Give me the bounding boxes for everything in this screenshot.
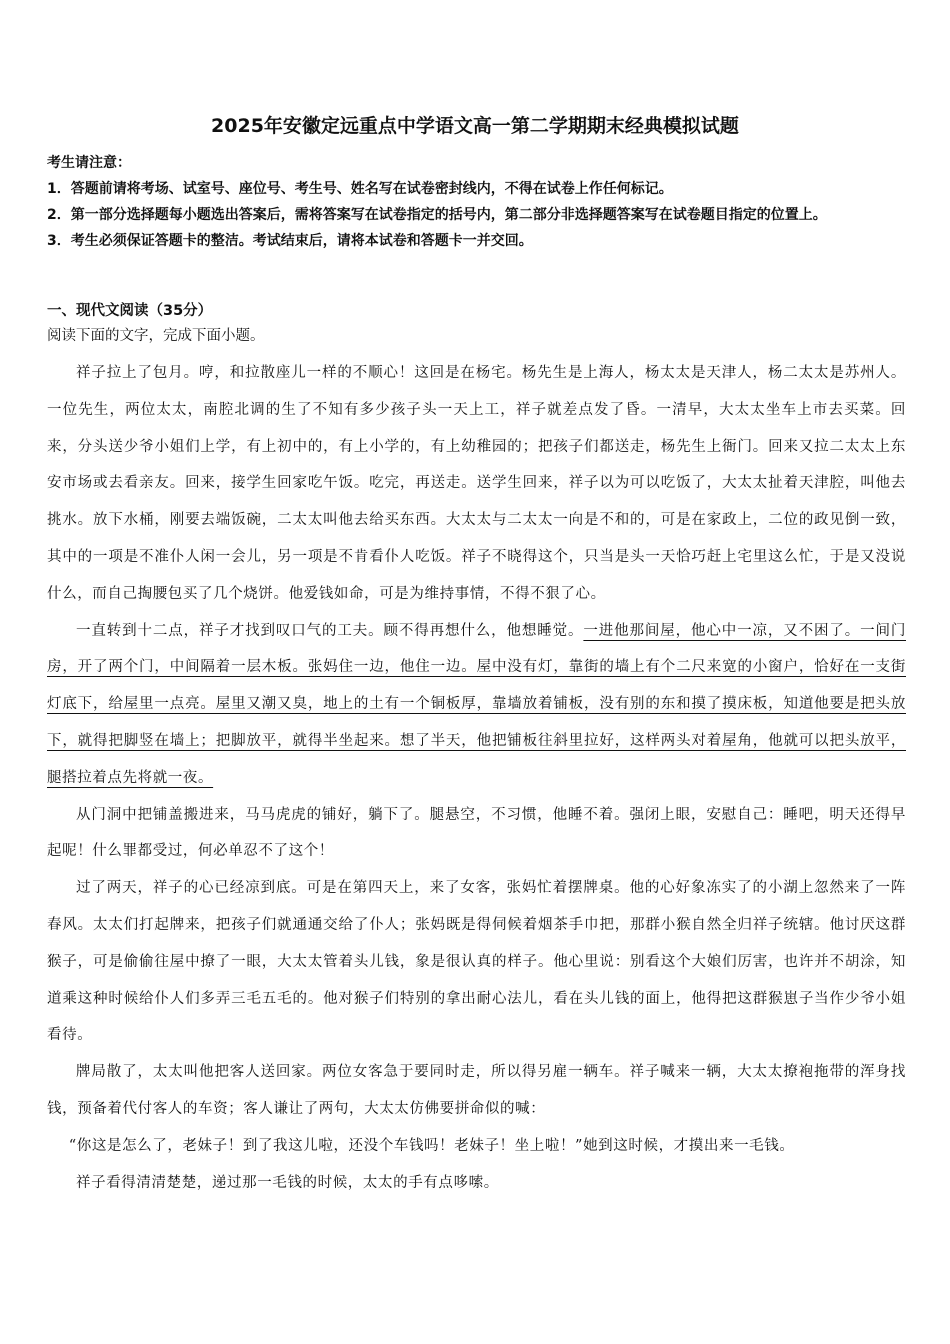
notice-item: 3．考生必须保证答题卡的整洁。考试结束后，请将本试卷和答题卡一并交回。 xyxy=(47,233,533,249)
passage-paragraph: 祥子看得清清楚楚，递过那一毛钱的时候，太太的手有点哆嗦。 xyxy=(76,1174,499,1191)
passage-paragraph: 从门洞中把铺盖搬进来，马马虎虎的铺好，躺下了。腿悬空，不习惯，他睡不着。强闭上眼，安慰自己：睡吧，明天还得早起呢！什么罪都受过，何必单忍不了这个！ xyxy=(47,806,906,860)
notice-item: 2．第一部分选择题每小题选出答案后，需将答案写在试卷指定的括号内，第二部分非选择题答案写在试卷题目指定的位置上。 xyxy=(47,207,827,223)
notice-item: 1．答题前请将考场、试室号、座位号、考生号、姓名写在试卷密封线内，不得在试卷上作任何标记。 xyxy=(47,181,673,197)
passage-paragraph: 过了两天，祥子的心已经凉到底。可是在第四天上，来了女客，张妈忙着摆牌桌。他的心好象冻实了的小湖上忽然来了一阵春风。太太们打起牌来，把孩子们就通通交给了仆人；张妈既是得伺候着烟茶手巾把，那群小猴自然全归祥子统辖。他讨厌这群猴子，可是偷偷往屋中撩了一眼，大太太管着头儿钱，象是很认真的样子。他心里说：别看这个大娘们厉害，也许并不胡涂，知道乘这种时候给仆人们多弄三毛五毛的。他对猴子们特别的拿出耐心法儿，看在头儿钱的面上，他得把这群猴崽子当作少爷小姐看待。 xyxy=(47,880,906,1044)
page-title: 2025年安徽定远重点中学语文高一第二学期期末经典模拟试题 xyxy=(211,115,739,137)
passage-paragraph: “你这是怎么了，老妹子！到了我这儿啦，还没个车钱吗！老妹子！坐上啦！”她到这时候，才摸出来一毛钱。 xyxy=(68,1137,795,1154)
section-title: 一、现代文阅读（35分） xyxy=(47,303,213,319)
paragraph-text: 一直转到十二点，祥子才找到叹口气的工夫。顾不得再想什么，他想睡觉。 xyxy=(76,622,584,639)
reading-passage xyxy=(47,355,906,1201)
candidate-notice xyxy=(47,150,907,254)
section-instruction: 阅读下面的文字，完成下面小题。 xyxy=(47,328,265,344)
passage-paragraph: 牌局散了，太太叫他把客人送回家。两位女客急于要同时走，所以得另雇一辆车。祥子喊来一辆，大太太撩袍拖带的浑身找钱，预备着代付客人的车资；客人谦让了两句，大太太仿佛要拼命似的喊： xyxy=(47,1064,906,1117)
passage-paragraph: 祥子拉上了包月。哼，和拉散座儿一样的不顺心！这回是在杨宅。杨先生是上海人，杨太太是天津人，杨二太太是苏州人。一位先生，两位太太，南腔北调的生了不知有多少孩子头一天上工，祥子就差点发了昏。一清早，大太太坐车上市去买菜。回来，分头送少爷小姐们上学，有上初中的，有上小学的，有上幼稚园的；把孩子们都送走，杨先生上衙门。回来又拉二太太上东安市场或去看亲友。回来，接学生回家吃午饭。吃完，再送走。送学生回来，祥子以为可以吃饭了，大太太扯着天津腔，叫他去挑水。放下水桶，刚要去端饭碗，二太太叫他去给买东西。大太太与二太太一向是不和的，可是在家政上，二位的政见倒一致，其中的一项是不准仆人闲一会儿，另一项是不肯看仆人吃饭。祥子不晓得这个，只当是头一天恰巧赶上宅里这么忙，于是又没说什么，而自己掏腰包买了几个烧饼。他爱钱如命，可是为维持事情，不得不狠了心。 xyxy=(47,365,906,602)
passage-paragraph xyxy=(47,613,906,797)
underlined-passage: 一进他那间屋，他心中一凉，又不困了。一间门房，开了两个门，中间隔着一层木板。张妈住一边，他住一边。屋中没有灯，靠街的墙上有个二尺来宽的小窗户，恰好在一支街灯底下，给屋里一点亮。屋里又潮又臭，地上的土有一个铜板厚，靠墙放着铺板，没有别的东和摸了摸床板，知道他要是把头放下，就得把脚竖在墙上；把脚放平，就得半坐起来。想了半天，他把铺板往斜里拉好，这样两头对着屋角，他就可以把头放平，腿搭拉着点先将就一夜。 xyxy=(47,622,906,786)
notice-heading: 考生请注意： xyxy=(47,155,131,171)
